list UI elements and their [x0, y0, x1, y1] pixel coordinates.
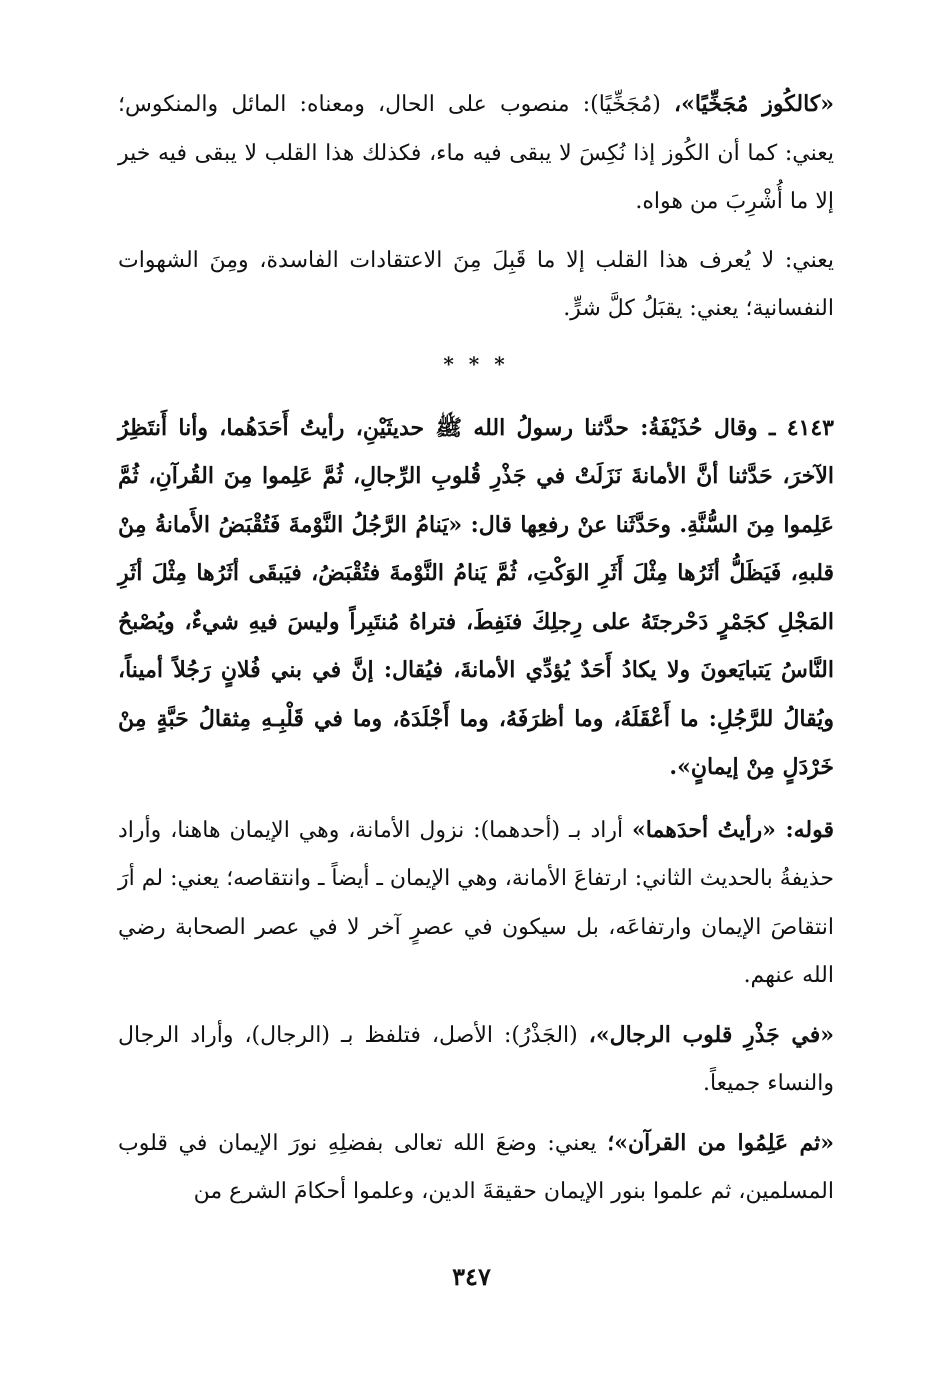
commentary-paragraph-3 — [118, 806, 834, 1001]
quoted-phrase: قوله: «رأيتُ أحدَهما» — [632, 816, 834, 843]
commentary-text: أراد بـ (أحدهما): نزول الأمانة، وهي الإيمان هاهنا، وأراد حذيفةُ بالحديث الثاني: ارتفاعَ الأمانة، وهي الإيمان ـ أيضاً ـ وانتقاصه؛ يعني: لم أرَ انتقاصَ الإيمان وارتفاعَه، بل سيكون في عصرٍ آخر لا في عصر الصحابة رضي الله عنهم. — [118, 817, 834, 988]
commentary-text: (الجَذْرُ): الأصل، فتلفظ بـ (الرجال)، وأراد الرجال والنساء جميعاً. — [118, 1022, 834, 1096]
page-number: ٣٤٧ — [452, 1262, 491, 1291]
commentary-text: (مُجَخِّيًا): منصوب على الحال، ومعناه: المائل والمنكوس؛ يعني: كما أن الكُوز إذا نُكِسَ لا يبقى فيه ماء، فكذلك هذا القلب لا يبقى فيه خير إلا ما أُشْرِبَ من هواه. — [118, 92, 834, 214]
commentary-paragraph-2: يعني: لا يُعرف هذا القلب إلا ما قَبِلَ مِنَ الاعتقادات الفاسدة، ومِنَ الشهوات النفسانية؛ يعني: يقبَلُ كلَّ شرٍّ. — [118, 247, 834, 321]
page-body — [118, 80, 834, 1217]
commentary-paragraph-1 — [118, 80, 834, 227]
quoted-phrase: «ثم عَلِمُوا من القرآن»؛ — [607, 1129, 834, 1156]
hadith-text: ٤١٤٣ ـ وقال حُذَيْفَةُ: حدَّثنا رسولُ الله ﷺ حديثَيْنِ، رأيتُ أَحَدَهُما، وأنا أَنتَظِرُ الآخرَ، حَدَّثنا أنَّ الأمانةَ نَزَلَتْ في جَذْرِ قُلوبِ الرِّجالِ، ثُمَّ عَلِموا مِنَ القُرآنِ، ثُمَّ عَلِموا مِنَ السُّنَّةِ. وحَدَّثَنا عنْ رفعِها قال: «يَنامُ الرَّجُلُ النَّوْمةَ فَتُقْبَضُ الأَمانةُ مِنْ قلبهِ، فَيَظَلُّ أثَرُها مِثْلَ أَثَرِ الوَكْتِ، ثُمَّ يَنامُ النَّوْمةَ فتُقْبَضُ، فيَبقَى أثَرُها مِثْلَ أثَرِ المَجْلِ كجَمْرٍ دَحْرجتَهُ على رِجلِكَ فنَفِطَ، فتراهُ مُنتَبِراً وليسَ فيهِ شيءٌ، ويُصْبحُ النَّاسُ يَتبايَعونَ ولا يكادُ أَحَدٌ يُؤدِّي الأمانةَ، فيُقال: إنَّ في بني فُلانٍ رَجُلاً أميناً، ويُقالُ للرَّجُلِ: ما أَعْقَلَهُ، وما أظرَفَهُ، وما أَجْلَدَهُ، وما في قَلْبِـهِ مِثقالُ حَبَّةٍ مِنْ خَرْدَلٍ مِنْ إيمانٍ». — [118, 414, 834, 780]
quoted-phrase: «في جَذْرِ قلوب الرجال»، — [588, 1021, 834, 1048]
commentary-text: يعني: وضعَ الله تعالى بفضلِهِ نورَ الإيمان في قلوب المسلمين، ثم علموا بنور الإيمان حقيقةَ الدين، وعلموا أحكامَ الشرع من — [118, 1130, 834, 1204]
section-separator: * * * — [443, 351, 509, 376]
commentary-paragraph-5 — [118, 1119, 834, 1217]
quoted-phrase: «كالكُوز مُجَخِّيًا»، — [674, 91, 834, 117]
commentary-paragraph-4 — [118, 1011, 834, 1109]
